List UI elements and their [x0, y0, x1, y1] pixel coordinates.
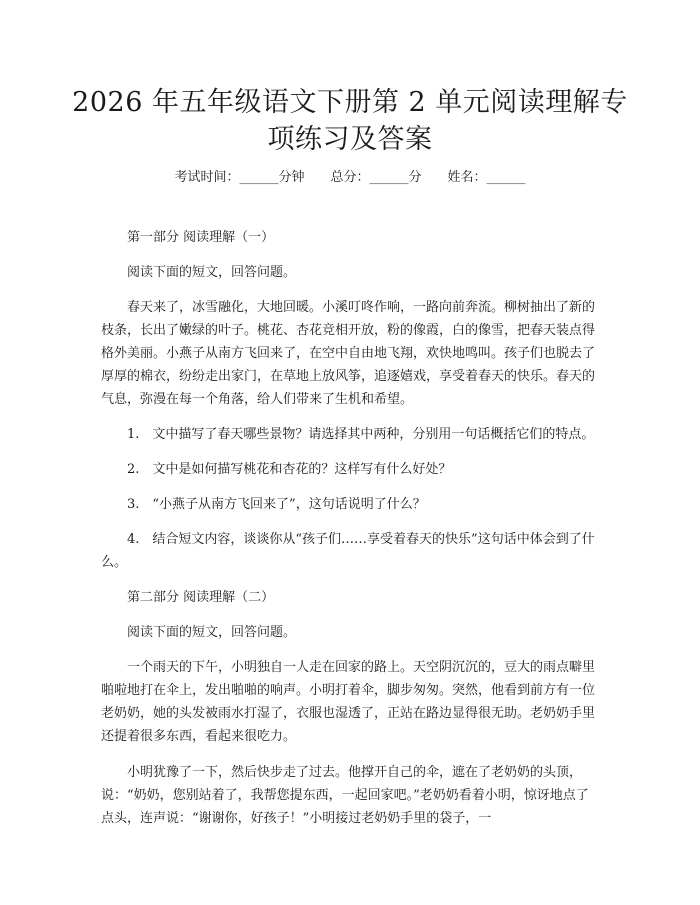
document-body [101, 226, 599, 842]
part1-question-4: 4. 结合短文内容，谈谈你从“孩子们……享受着春天的快乐”这句话中体会到了什么。 [101, 532, 595, 570]
part2-passage-paragraph-2: 小明犹豫了一下，然后快步走了过去。他撑开自己的伞，遮在了老奶奶的头顶，说：“奶奶，您别站着了，我帮您提东西，一起回家吧。”老奶奶看着小明，惊讶地点了点头，连声说：“谢谢你，好孩子！”小明接过老奶奶手里的袋子，一 [101, 765, 589, 826]
part2-instruction: 阅读下面的短文，回答问题。 [127, 625, 297, 640]
part1-instruction: 阅读下面的短文，回答问题。 [127, 265, 297, 280]
document-title: 2026 年五年级语文下册第 2 单元阅读理解专项练习及答案 [72, 87, 628, 155]
part1-question-2: 2. 文中是如何描写桃花和杏花的？这样写有什么好处？ [127, 462, 452, 477]
part1-question-3: 3. “小燕子从南方飞回来了”，这句话说明了什么？ [127, 497, 426, 512]
part1-question-1: 1. 文中描写了春天哪些景物？请选择其中两种，分别用一句话概括它们的特点。 [127, 427, 595, 442]
part2-heading: 第二部分 阅读理解（二） [127, 590, 275, 605]
part1-heading: 第一部分 阅读理解（一） [127, 230, 275, 245]
part2-passage-paragraph-1: 一个雨天的下午，小明独自一人走在回家的路上。天空阴沉沉的，豆大的雨点噼里啪啦地打在伞上，发出啪啪的响声。小明打着伞，脚步匆匆。突然，他看到前方有一位老奶奶，她的头发被雨水打湿了，衣服也湿透了，正站在路边显得很无助。老奶奶手里还提着很多东西，看起来很吃力。 [101, 660, 596, 744]
total-score-field: 总分：______分 [330, 170, 422, 185]
student-name-field: 姓名：______ [447, 170, 526, 185]
exam-time-field: 考试时间：______分钟 [174, 170, 305, 185]
part1-passage: 春天来了，冰雪融化，大地回暖。小溪叮咚作响，一路向前奔流。柳树抽出了新的枝条，长出了嫩绿的叶子。桃花、杏花竞相开放，粉的像霞，白的像雪，把春天装点得格外美丽。小燕子从南方飞回来了，在空中自由地飞翔，欢快地鸣叫。孩子们也脱去了厚厚的棉衣，纷纷走出家门，在草地上放风筝，追逐嬉戏，享受着春天的快乐。春天的气息，弥漫在每一个角落，给人们带来了生机和希望。 [101, 300, 596, 407]
exam-info-line [0, 168, 700, 188]
